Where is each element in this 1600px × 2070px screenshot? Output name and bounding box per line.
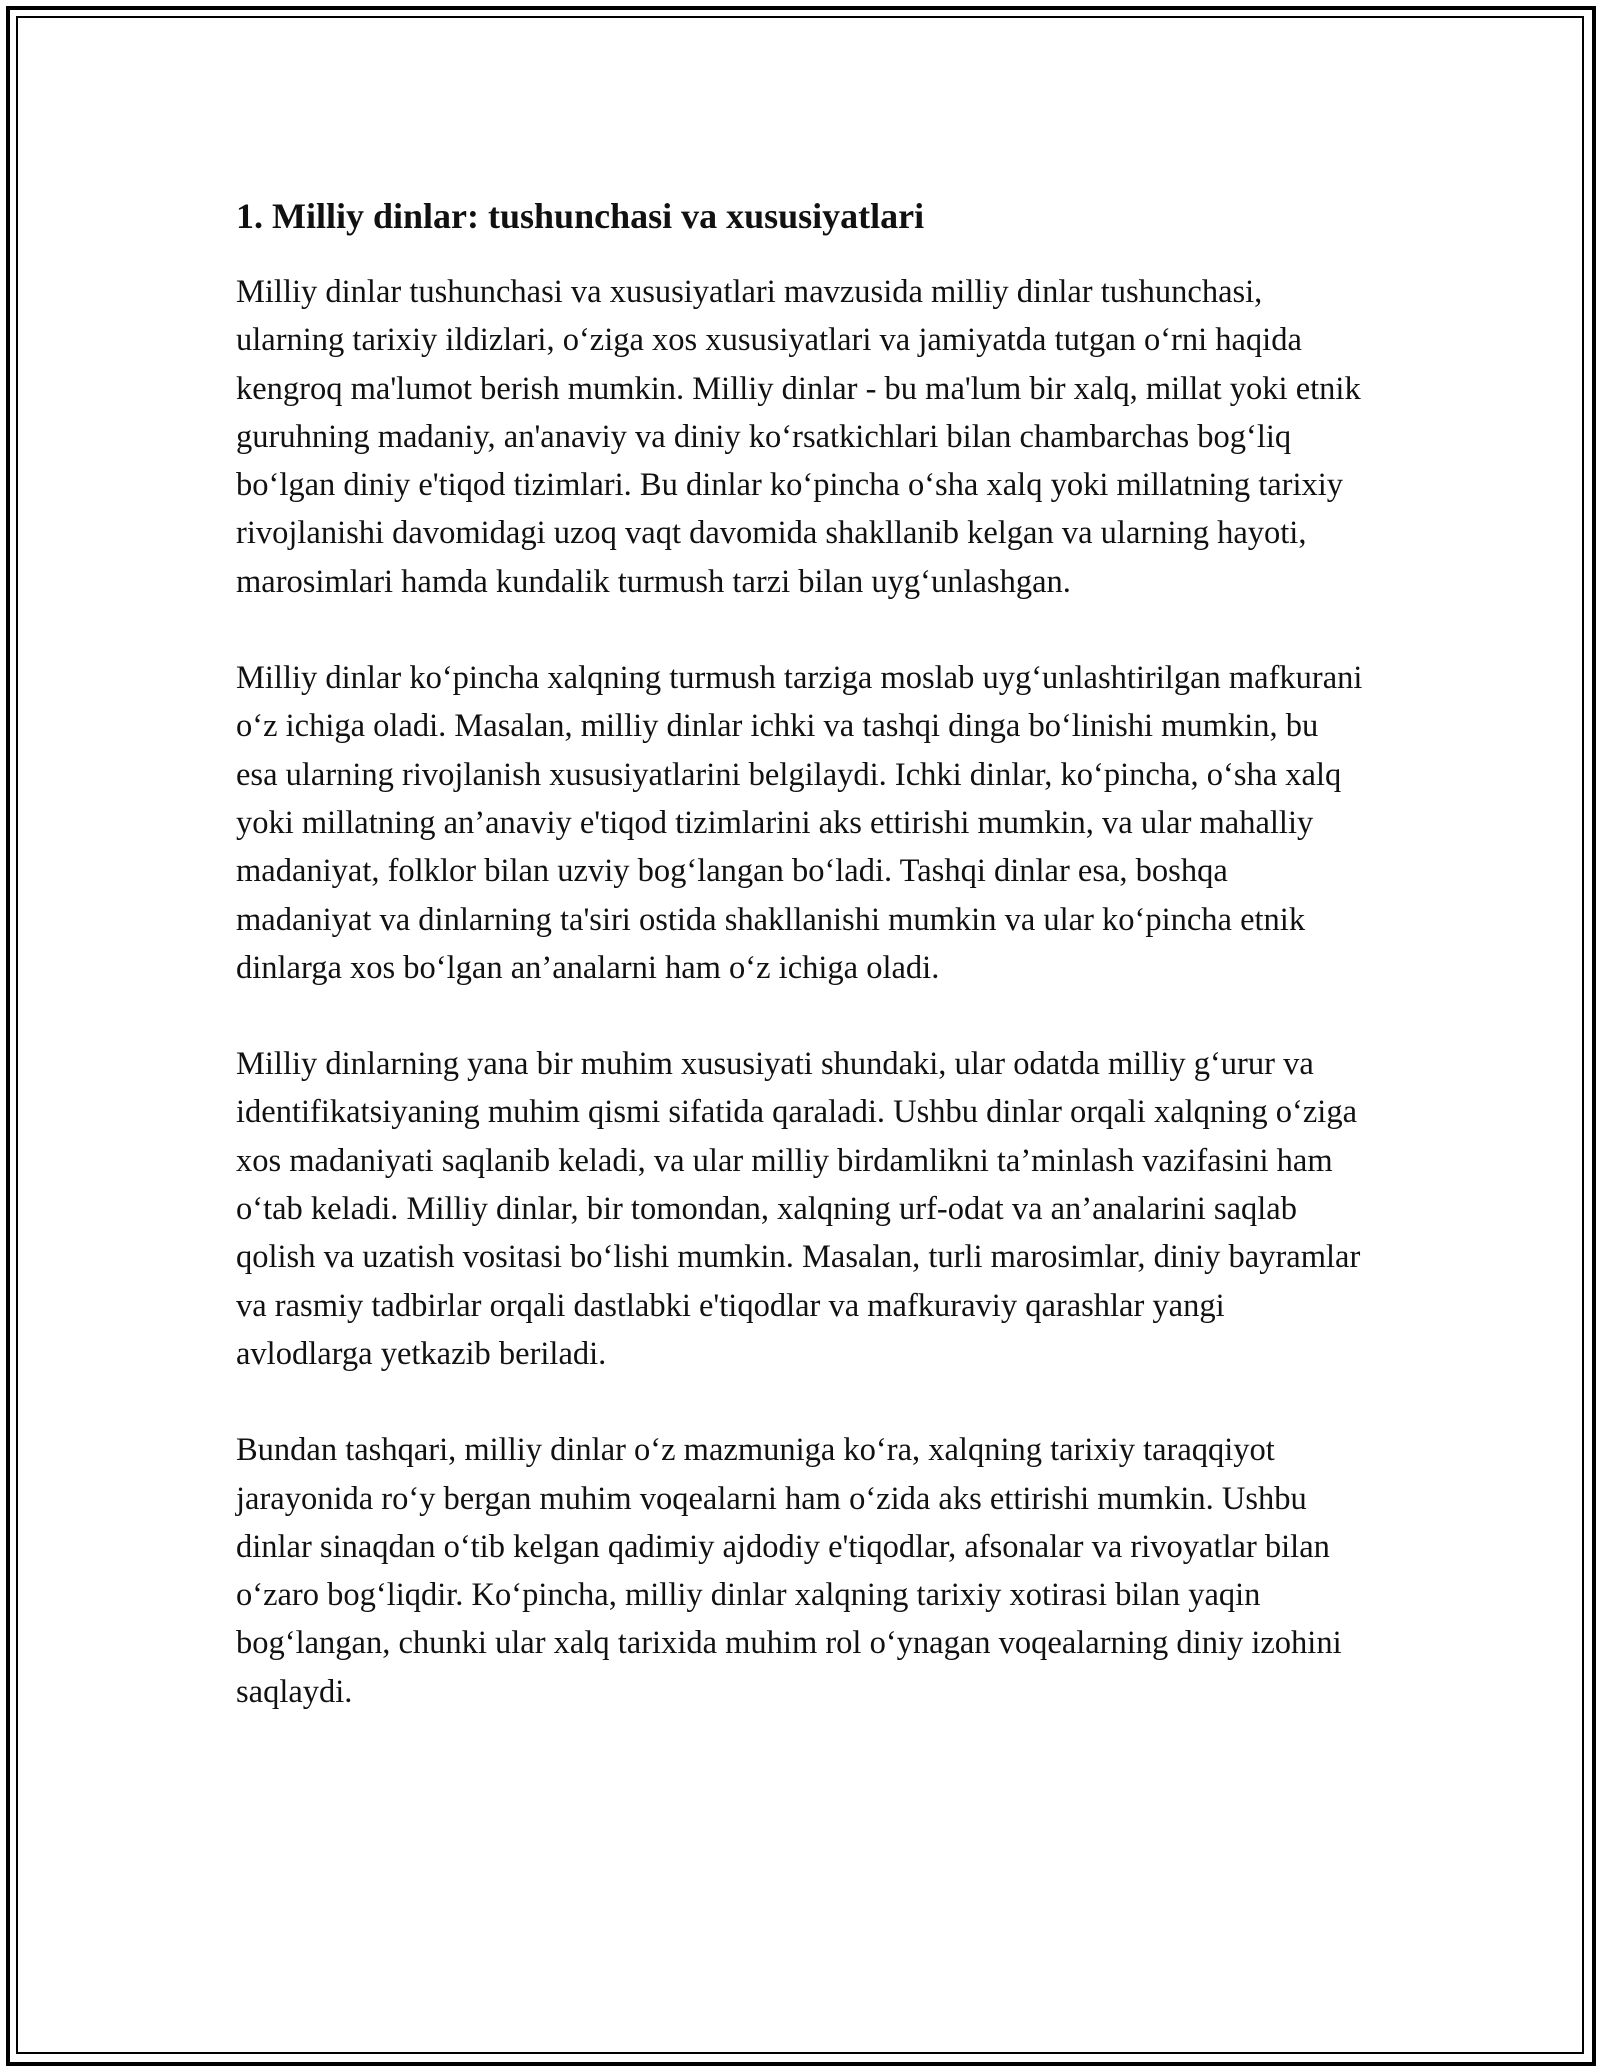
- paragraph-4: Bundan tashqari, milliy dinlar o‘z mazmuniga ko‘ra, xalqning tarixiy taraqqiyot jarayonida ro‘y bergan muhim voqealarni ham o‘zida aks ettirishi mumkin. Ushbu dinlar sinaqdan o‘tib kelgan qadimiy ajdodiy e'tiqodlar, afsonalar va rivoyatlar bilan o‘zaro bog‘liqdir. Ko‘pincha, milliy dinlar xalqning tarixiy xotirasi bilan yaqin bog‘langan, chunki ular xalq tarixida muhim rol o‘ynagan voqealarning diniy izohini saqlaydi.: [236, 1432, 1342, 1710]
- section-heading: 1. Milliy dinlar: tushunchasi va xususiyatlari: [236, 196, 925, 236]
- paragraph-2: Milliy dinlar ko‘pincha xalqning turmush tarziga moslab uyg‘unlashtirilgan mafkurani o‘z ichiga oladi. Masalan, milliy dinlar ichki va tashqi dinga bo‘linishi mumkin, bu esa ularning rivojlanish xususiyatlarini belgilaydi. Ichki dinlar, ko‘pincha, o‘sha xalq yoki millatning an’anaviy e'tiqod tizimlarini aks ettirishi mumkin, va ular mahalliy madaniyat, folklor bilan uzviy bog‘langan bo‘ladi. Tashqi dinlar esa, boshqa madaniyat va dinlarning ta'siri ostida shakllanishi mumkin va ular ko‘pincha etnik dinlarga xos bo‘lgan an’analarni ham o‘z ichiga oladi.: [236, 660, 1363, 986]
- document-body: [236, 188, 1366, 1764]
- paragraph-3: Milliy dinlarning yana bir muhim xususiyati shundaki, ular odatda milliy g‘urur va identifikatsiyaning muhim qismi sifatida qaraladi. Ushbu dinlar orqali xalqning o‘ziga xos madaniyati saqlanib keladi, va ular milliy birdamlikni ta’minlash vazifasini ham o‘tab keladi. Milliy dinlar, bir tomondan, xalqning urf-odat va an’analarini saqlab qolish va uzatish vositasi bo‘lishi mumkin. Masalan, turli marosimlar, diniy bayramlar va rasmiy tadbirlar orqali dastlabki e'tiqodlar va mafkuraviy qarashlar yangi avlodlarga yetkazib beriladi.: [236, 1046, 1361, 1372]
- paragraph-1: Milliy dinlar tushunchasi va xususiyatlari mavzusida milliy dinlar tushunchasi, ularning tarixiy ildizlari, o‘ziga xos xususiyatlari va jamiyatda tutgan o‘rni haqida kengroq ma'lumot berish mumkin. Milliy dinlar - bu ma'lum bir xalq, millat yoki etnik guruhning madaniy, an'anaviy va diniy ko‘rsatkichlari bilan chambarchas bog‘liq bo‘lgan diniy e'tiqod tizimlari. Bu dinlar ko‘pincha o‘sha xalq yoki millatning tarixiy rivojlanishi davomidagi uzoq vaqt davomida shakllanib kelgan va ularning hayoti, marosimlari hamda kundalik turmush tarzi bilan uyg‘unlashgan.: [236, 274, 1361, 600]
